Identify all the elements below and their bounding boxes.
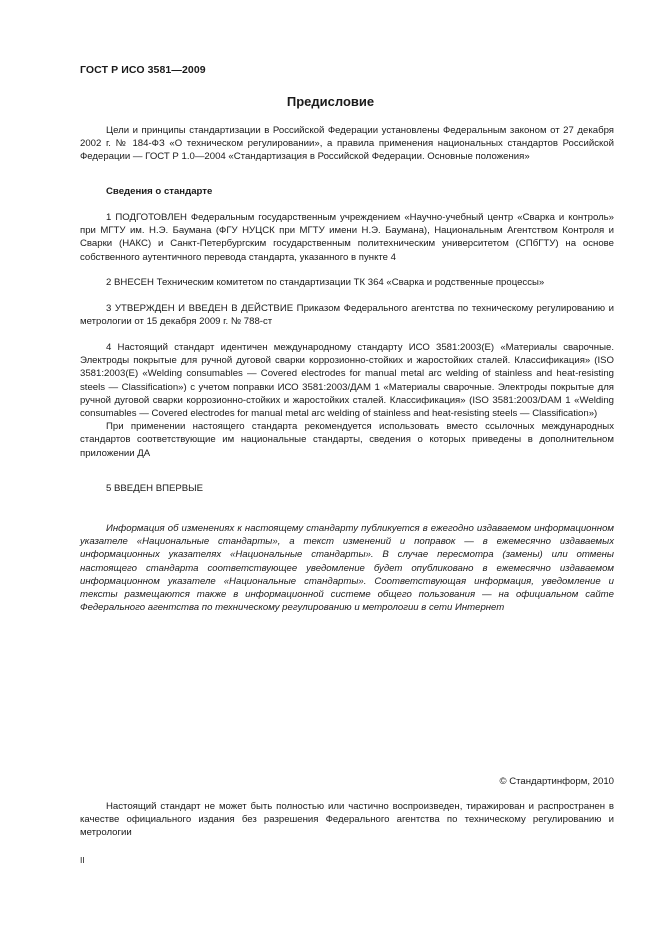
intro-paragraph: Цели и принципы стандартизации в Российской Федерации установлены Федеральным законом от 27 декабря 2002 г. № 184-ФЗ «О техническом регулировании», а правила применения национальных стандартов Российской Федерации — ГОСТ Р 1.0—2004 «Стандартизация в Российской Федерации. Основные положения» <box>80 125 614 163</box>
item-4-block <box>80 341 614 460</box>
rights-paragraph: Настоящий стандарт не может быть полностью или частично воспроизведен, тиражирован и распространен в качестве официального издания без разрешения Федерального агентства по техническому регулированию и метрологии <box>80 801 614 839</box>
copyright: © Стандартинформ, 2010 <box>499 776 614 787</box>
item-2-block <box>80 276 614 289</box>
notice-block <box>80 522 614 614</box>
item-5-block <box>80 482 614 495</box>
item-4: 4 Настоящий стандарт идентичен международному стандарту ИСО 3581:2003(Е) «Материалы сварочные. Электроды покрытые для ручной дуговой сварки коррозионно-стойких и жаростойких сталей. Классификация» (ISO 3581:2003(E) «Welding consumables — Covered electrodes for manual metal arc welding of stainless and heat-resisting steels — Classification») с учетом поправки ИСО 3581:2003/ДАМ 1 «Материалы сварочные. Электроды покрытые для ручной дуговой сварки коррозионно-стойких и жаростойких сталей. Классификация» (ISO 3581:2003/DAM 1 «Welding consumables — Covered electrodes for manual metal arc welding of stainless and heat-resisting steels — Classification») <box>80 342 614 420</box>
item-2: 2 ВНЕСЕН Техническим комитетом по стандартизации ТК 364 «Сварка и родственные процессы» <box>106 277 545 288</box>
page-number: II <box>80 855 85 865</box>
document-header: ГОСТ Р ИСО 3581—2009 <box>80 64 206 76</box>
item-1: 1 ПОДГОТОВЛЕН Федеральным государственным учреждением «Научно-учебный центр «Сварка и контроль» при МГТУ им. Н.Э. Баумана (ФГУ НУЦСК при МГТУ имени Н.Э. Баумана), Национальным Агентством Контроля и Сварки (НАКС) и Санкт-Петербургским государственным политехническим университетом (СПбГТУ) на основе собственного аутентичного перевода стандарта, указанного в пункте 4 <box>80 212 614 263</box>
section-subtitle: Сведения о стандарте <box>106 186 213 197</box>
item-1-block <box>80 211 614 264</box>
item-3: 3 УТВЕРЖДЕН И ВВЕДЕН В ДЕЙСТВИЕ Приказом Федерального агентства по техническому регулированию и метрологии от 15 декабря 2009 г. № 788-ст <box>80 303 614 328</box>
rights-block <box>80 800 614 840</box>
item-5: 5 ВВЕДЕН ВПЕРВЫЕ <box>106 483 204 494</box>
intro-block <box>80 124 614 164</box>
subtitle-block <box>80 185 614 198</box>
item-4-note: При применении настоящего стандарта рекомендуется использовать вместо ссылочных международных стандартов соответствующие им национальные стандарты, сведения о которых приведены в дополнительном приложении ДА <box>80 421 614 459</box>
item-3-block <box>80 302 614 328</box>
page-title: Предисловие <box>286 94 375 109</box>
notice-paragraph: Информация об изменениях к настоящему стандарту публикуется в ежегодно издаваемом информационном указателе «Национальные стандарты», а текст изменений и поправок — в ежемесячно издаваемых информационных указателях «Национальные стандарты». В случае пересмотра (замены) или отмены настоящего стандарта соответствующее уведомление будет опубликовано в ежемесячно издаваемом информационном указателе «Национальные стандарты». Соответствующая информация, уведомление и тексты размещаются также в информационной системе общего пользования — на официальном сайте Федерального агентства по техническому регулированию и метрологии в сети Интернет <box>80 523 614 614</box>
